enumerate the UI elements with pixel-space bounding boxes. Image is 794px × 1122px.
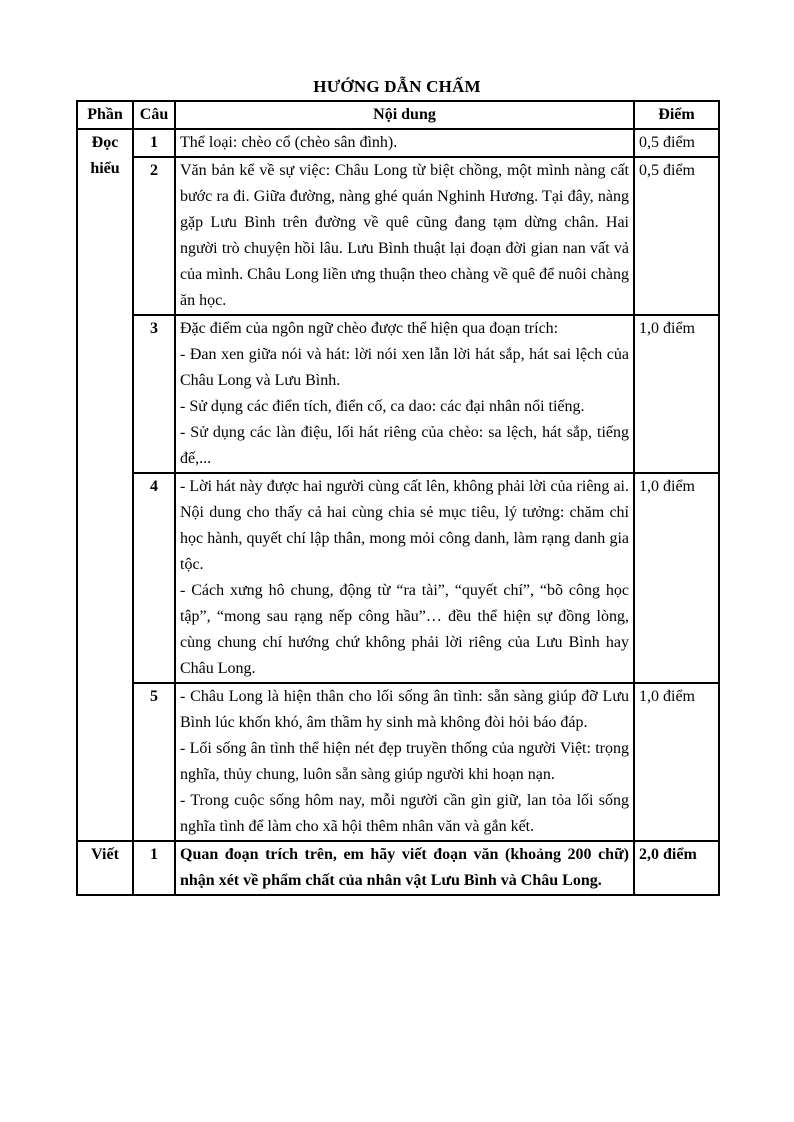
question-number: 3 [133,315,175,473]
answer-content [175,129,634,157]
answer-paragraph: - Sử dụng các làn điệu, lối hát riêng của chèo: sa lệch, hát sắp, tiếng đế,... [180,424,629,467]
answer-content [175,157,634,315]
table-row [77,841,719,895]
rubric-table [76,100,720,896]
header-phan: Phần [77,101,133,129]
section-doc-hieu: Đọc hiểu [77,129,133,841]
table-row [77,129,719,157]
header-diem: Điểm [634,101,719,129]
header-cau: Câu [133,101,175,129]
section-viet: Viết [77,841,133,895]
answer-paragraph: - Cách xưng hô chung, động từ “ra tài”, “quyết chí”, “bõ công học tập”, “mong sau rạng nếp công hầu”… đều thể hiện sự đồng lòng, cùng chung chí hướng chứ không phải lời riêng của Lưu Bình hay Châu Long. [180,582,629,677]
answer-paragraph: - Trong cuộc sống hôm nay, mỗi người cần gìn giữ, lan tỏa lối sống nghĩa tình để làm cho xã hội thêm nhân văn và gắn kết. [180,792,629,835]
score-cell: 1,0 điểm [634,315,719,473]
question-number: 1 [133,841,175,895]
question-number: 1 [133,129,175,157]
score-cell: 0,5 điểm [634,157,719,315]
table-row [77,315,719,473]
table-row [77,157,719,315]
answer-paragraph: - Châu Long là hiện thân cho lối sống ân tình: sẵn sàng giúp đỡ Lưu Bình lúc khốn khó, âm thầm hy sinh mà không đòi hỏi báo đáp. [180,688,629,731]
answer-content [175,315,634,473]
answer-content [175,841,634,895]
answer-paragraph: Văn bản kể về sự việc: Châu Long từ biệt chồng, một mình nàng cất bước ra đi. Giữa đường, nàng ghé quán Nghinh Hương. Tại đây, nàng gặp Lưu Bình trên đường về quê cũng đang tạm dừng chân. Hai người trò chuyện hồi lâu. Lưu Bình thuật lại đoạn đời gian nan vất vả của mình. Châu Long liền ưng thuận theo chàng về quê để nuôi chàng ăn học. [180,162,629,309]
question-number: 2 [133,157,175,315]
answer-content [175,683,634,841]
question-number: 4 [133,473,175,683]
document-title: HƯỚNG DẪN CHẤM [313,77,481,96]
table-row [77,683,719,841]
table-header-row [77,101,719,129]
answer-paragraph: - Lối sống ân tình thể hiện nét đẹp truyền thống của người Việt: trọng nghĩa, thủy chung, luôn sẵn sàng giúp người khi hoạn nạn. [180,740,629,783]
answer-paragraph: Thể loại: chèo cổ (chèo sân đình). [180,134,398,151]
answer-content [175,473,634,683]
answer-paragraph: - Sử dụng các điển tích, điển cố, ca dao: các đại nhân nổi tiếng. [180,398,585,415]
score-cell: 1,0 điểm [634,473,719,683]
score-cell: 2,0 điểm [634,841,719,895]
answer-paragraph: - Đan xen giữa nói và hát: lời nói xen lẫn lời hát sắp, hát sai lệch của Châu Long và Lưu Bình. [180,346,629,389]
score-cell: 0,5 điểm [634,129,719,157]
table-row [77,473,719,683]
question-number: 5 [133,683,175,841]
header-noi-dung: Nội dung [175,101,634,129]
answer-paragraph: Đặc điểm của ngôn ngữ chèo được thể hiện qua đoạn trích: [180,320,559,337]
answer-paragraph: Quan đoạn trích trên, em hãy viết đoạn văn (khoảng 200 chữ) nhận xét về phẩm chất của nhân vật Lưu Bình và Châu Long. [180,846,629,889]
answer-paragraph: - Lời hát này được hai người cùng cất lên, không phải lời của riêng ai. Nội dung cho thấy cả hai cùng chia sẻ mục tiêu, lý tưởng: chăm chỉ học hành, quyết chí lập thân, mong mỏi công danh, làm rạng danh gia tộc. [180,478,629,573]
score-cell: 1,0 điểm [634,683,719,841]
